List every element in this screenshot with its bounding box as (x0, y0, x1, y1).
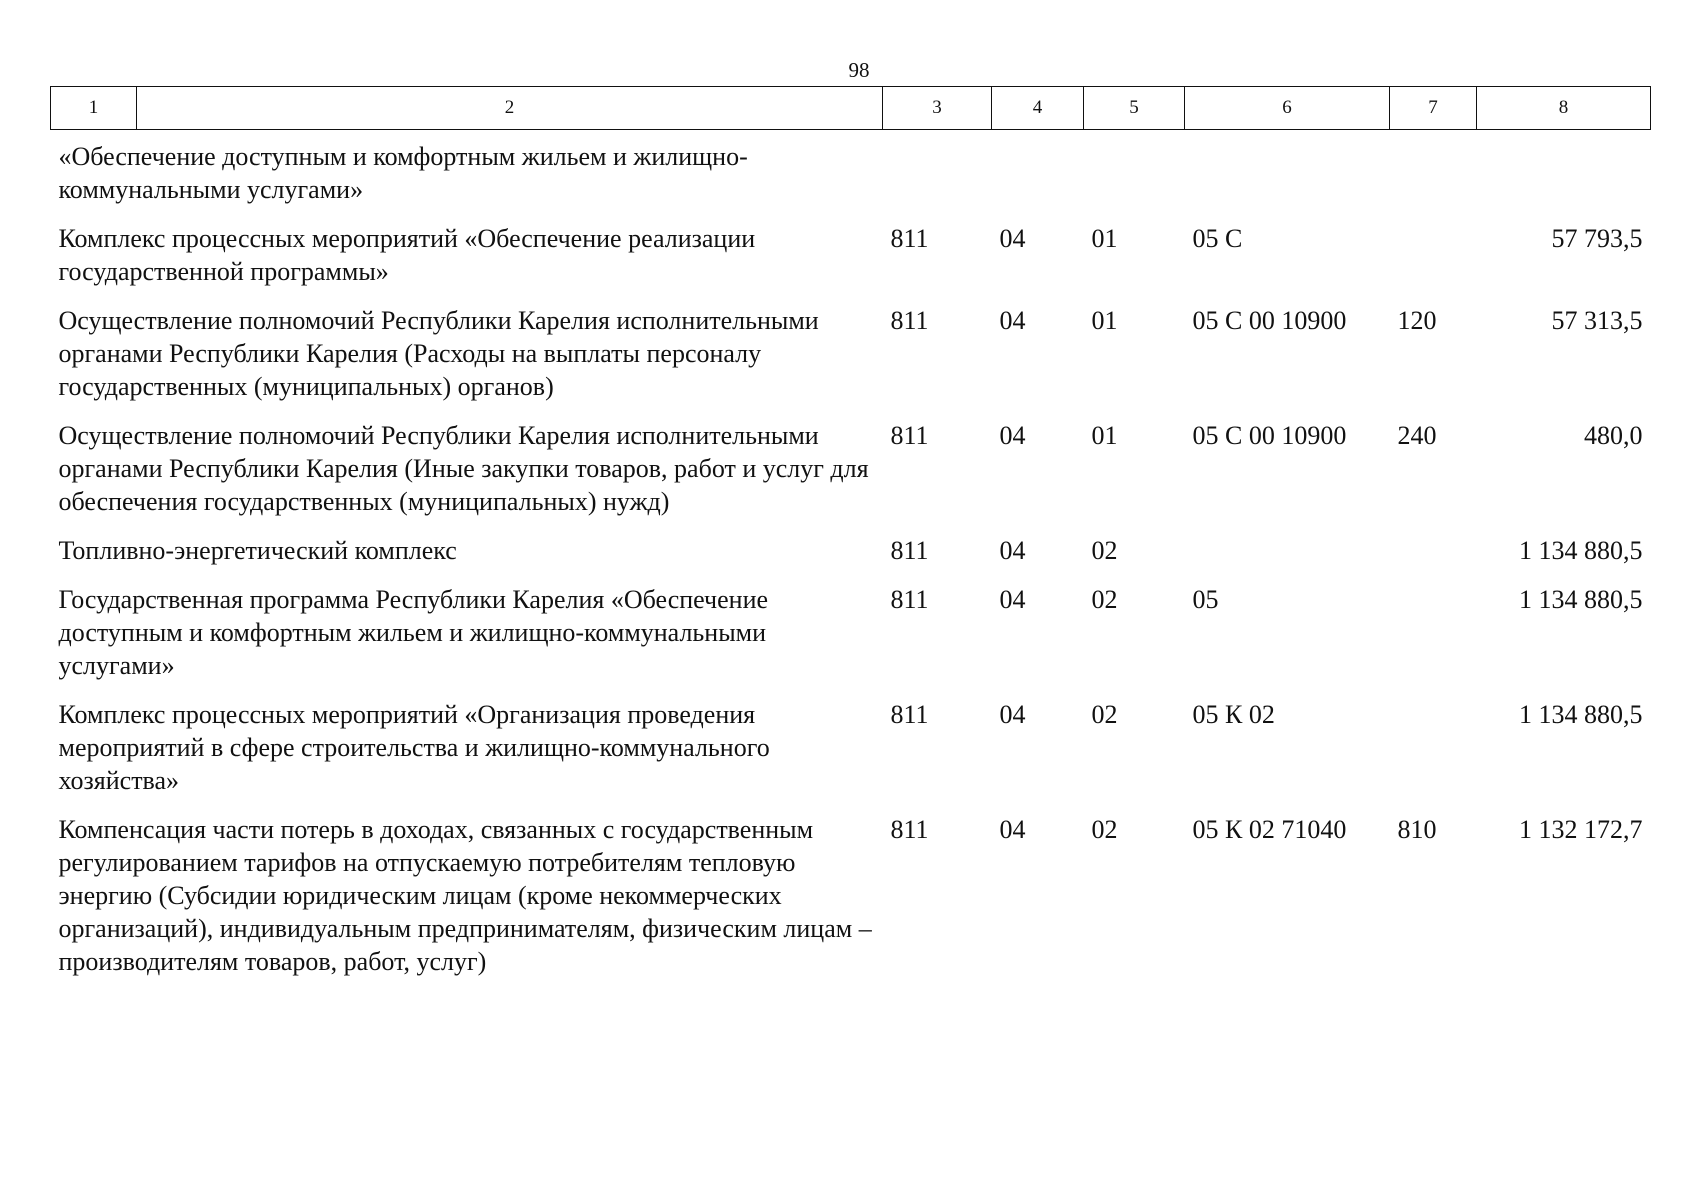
table-row (51, 576, 1651, 691)
header-col-6: 6 (1185, 87, 1390, 130)
row-name: Государственная программа Республики Карелия «Обеспечение доступным и комфортным жильем и жилищно-коммунальными услугами» (58, 585, 769, 680)
row-expense-type (1390, 215, 1477, 297)
row-amount: 1 134 880,5 (1519, 585, 1643, 614)
row-subsection-code: 01 (1091, 421, 1118, 450)
row-subsection-code: 01 (1091, 306, 1118, 335)
row-expense-type (1390, 691, 1477, 806)
table-row (51, 527, 1651, 576)
row-name: Топливно-энергетический комплекс (58, 536, 457, 565)
table-row (51, 130, 1651, 216)
table-row (51, 215, 1651, 297)
table-row (51, 806, 1651, 987)
row-amount: 1 134 880,5 (1519, 700, 1643, 729)
row-expense-type (1390, 576, 1477, 691)
row-target-article: 05 С 00 10900 (1192, 306, 1347, 335)
row-amount: 1 132 172,7 (1519, 815, 1643, 844)
table-row (51, 297, 1651, 412)
row-target-article (1185, 130, 1390, 216)
header-col-4: 4 (992, 87, 1084, 130)
row-name: Комплекс процессных мероприятий «Обеспечение реализации государственной программы» (58, 224, 756, 286)
row-name: Комплекс процессных мероприятий «Организация проведения мероприятий в сфере строительства и жилищно-коммунального хозяйства» (58, 700, 770, 795)
row-ministry-code: 811 (890, 585, 929, 614)
row-expense-type: 120 (1397, 306, 1437, 335)
header-row (51, 87, 1651, 130)
row-ministry-code: 811 (890, 421, 929, 450)
row-ministry-code: 811 (890, 536, 929, 565)
row-section-code (992, 130, 1084, 216)
header-col-7: 7 (1390, 87, 1477, 130)
row-target-article: 05 С (1192, 224, 1243, 253)
row-subsection-code: 02 (1091, 585, 1118, 614)
row-subsection-code: 02 (1091, 815, 1118, 844)
row-name: Компенсация части потерь в доходах, связанных с государственным регулированием тарифов на отпускаемую потребителям тепловую энергию (Субсидии юридическим лицам (кроме некоммерческих организаций), индивидуальным предпринимателям, физическим лицам – производителям товаров, работ, услуг) (58, 815, 872, 976)
row-section-code: 04 (999, 421, 1026, 450)
table-row (51, 691, 1651, 806)
row-section-code: 04 (999, 536, 1026, 565)
row-ministry-code (883, 130, 992, 216)
row-target-article: 05 К 02 71040 (1192, 815, 1347, 844)
row-amount: 1 134 880,5 (1519, 536, 1643, 565)
row-ministry-code: 811 (890, 700, 929, 729)
header-col-1: 1 (51, 87, 137, 130)
row-expense-type: 810 (1397, 815, 1437, 844)
row-ministry-code: 811 (890, 815, 929, 844)
table-row (51, 412, 1651, 527)
row-subsection-code (1084, 130, 1185, 216)
row-name: Осуществление полномочий Республики Карелия исполнительными органами Республики Карелия (Расходы на выплаты персоналу государственных (муниципальных) органов) (58, 306, 819, 401)
row-expense-type (1390, 527, 1477, 576)
row-section-code: 04 (999, 700, 1026, 729)
budget-table (50, 86, 1651, 987)
row-ministry-code: 811 (890, 224, 929, 253)
row-section-code: 04 (999, 224, 1026, 253)
row-subsection-code: 02 (1091, 700, 1118, 729)
row-expense-type (1390, 130, 1477, 216)
row-section-code: 04 (999, 306, 1026, 335)
row-ministry-code: 811 (890, 306, 929, 335)
row-amount: 57 793,5 (1551, 224, 1643, 253)
row-amount (1477, 130, 1651, 216)
row-target-article: 05 (1192, 585, 1219, 614)
row-section-code: 04 (999, 585, 1026, 614)
row-target-article: 05 К 02 (1192, 700, 1275, 729)
header-col-5: 5 (1084, 87, 1185, 130)
row-target-article (1185, 527, 1390, 576)
row-amount: 480,0 (1584, 421, 1643, 450)
row-name: Осуществление полномочий Республики Карелия исполнительными органами Республики Карелия (Иные закупки товаров, работ и услуг для обеспечения государственных (муниципальных) нужд) (58, 421, 869, 516)
row-target-article: 05 С 00 10900 (1192, 421, 1347, 450)
header-col-3: 3 (883, 87, 992, 130)
row-amount: 57 313,5 (1551, 306, 1643, 335)
row-subsection-code: 02 (1091, 536, 1118, 565)
row-name: «Обеспечение доступным и комфортным жильем и жилищно-коммунальными услугами» (58, 142, 748, 204)
row-section-code: 04 (999, 815, 1026, 844)
row-subsection-code: 01 (1091, 224, 1118, 253)
header-col-2: 2 (137, 87, 883, 130)
row-expense-type: 240 (1397, 421, 1437, 450)
header-col-8: 8 (1477, 87, 1651, 130)
page-number: 98 (848, 58, 870, 82)
